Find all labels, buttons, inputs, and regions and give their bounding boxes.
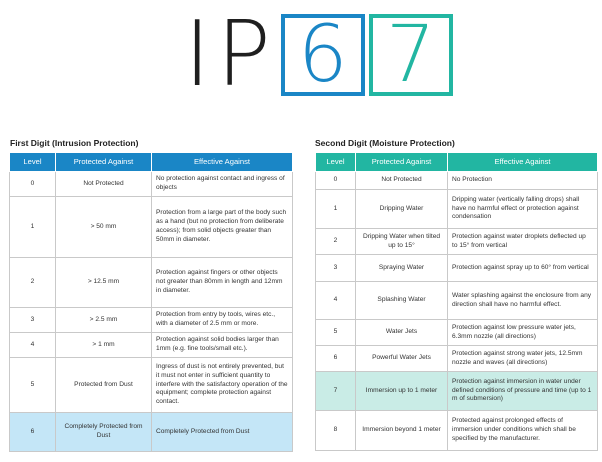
level-cell: 8 — [316, 411, 356, 451]
effective-against-cell: Protection from a large part of the body such as a hand (but no protection from deliberate access); from solid objects greater than 50mm in diameter. — [152, 197, 293, 258]
table-row — [316, 372, 598, 411]
level-cell: 3 — [316, 255, 356, 282]
table-row — [316, 255, 598, 282]
table-row — [10, 358, 293, 413]
table-row — [10, 333, 293, 358]
level-cell: 4 — [10, 333, 56, 358]
protected-against-cell: Immersion up to 1 meter — [356, 372, 448, 411]
header-effective-against: Effective Against — [448, 153, 598, 172]
table-row — [10, 258, 293, 308]
protected-against-cell: Splashing Water — [356, 282, 448, 320]
second-digit-title: Second Digit (Moisture Protection) — [315, 138, 455, 148]
logo-first-digit: 6 — [281, 14, 365, 96]
protected-against-cell: Spraying Water — [356, 255, 448, 282]
protected-against-cell: Dripping Water when tilted up to 15° — [356, 229, 448, 255]
effective-against-cell: Protection against spray up to 60° from vertical — [448, 255, 598, 282]
level-cell: 1 — [10, 197, 56, 258]
first-digit-table — [9, 152, 293, 452]
effective-against-cell: Protection against solid bodies larger than 1mm (e.g. fine tools/small etc.). — [152, 333, 293, 358]
protected-against-cell: > 2.5 mm — [56, 308, 152, 333]
protected-against-cell: Dripping Water — [356, 190, 448, 229]
effective-against-cell: Protection from entry by tools, wires etc., with a diameter of 2.5 mm or more. — [152, 308, 293, 333]
effective-against-cell: Protection against immersion in water under defined conditions of pressure and time (up to 1 m of submersion) — [448, 372, 598, 411]
effective-against-cell: Protection against fingers or other objects not greater than 80mm in length and 12mm in diameter. — [152, 258, 293, 308]
level-cell: 5 — [316, 320, 356, 346]
level-cell: 4 — [316, 282, 356, 320]
table-row — [316, 320, 598, 346]
table-row — [316, 229, 598, 255]
table-header-row — [316, 153, 598, 172]
header-level: Level — [10, 153, 56, 172]
level-cell: 2 — [316, 229, 356, 255]
effective-against-cell: Dripping water (vertically falling drops) shall have no harmful effect or protection against condensation — [448, 190, 598, 229]
level-cell: 3 — [10, 308, 56, 333]
protected-against-cell: Immersion beyond 1 meter — [356, 411, 448, 451]
effective-against-cell: No protection against contact and ingress of objects — [152, 172, 293, 197]
protected-against-cell: Not Protected — [356, 172, 448, 190]
table-row — [316, 172, 598, 190]
protected-against-cell: > 12.5 mm — [56, 258, 152, 308]
table-row — [10, 172, 293, 197]
level-cell: 1 — [316, 190, 356, 229]
effective-against-cell: Ingress of dust is not entirely prevented, but it must not enter in sufficient quantity to interfere with the satisfactory operation of the equipment; complete protection against contact. — [152, 358, 293, 413]
protected-against-cell: > 50 mm — [56, 197, 152, 258]
ip67-logo — [184, 2, 453, 107]
header-protected-against: Protected Against — [356, 153, 448, 172]
table-row — [316, 190, 598, 229]
logo-second-digit: 7 — [369, 14, 453, 96]
table-header-row — [10, 153, 293, 172]
effective-against-cell: Protection against strong water jets, 12.5mm nozzle and waves (all directions) — [448, 346, 598, 372]
protected-against-cell: Water Jets — [356, 320, 448, 346]
protected-against-cell: > 1 mm — [56, 333, 152, 358]
second-digit-table — [315, 152, 598, 451]
level-cell: 6 — [10, 413, 56, 452]
logo-prefix: IP — [184, 2, 277, 107]
protected-against-cell: Protected from Dust — [56, 358, 152, 413]
first-digit-rows — [10, 172, 293, 452]
first-digit-title: First Digit (Intrusion Protection) — [10, 138, 139, 148]
table-row — [316, 282, 598, 320]
table-row — [316, 346, 598, 372]
effective-against-cell: Protected against prolonged effects of immersion under conditions which shall be specified by the manufacturer. — [448, 411, 598, 451]
level-cell: 0 — [10, 172, 56, 197]
header-level: Level — [316, 153, 356, 172]
header-effective-against: Effective Against — [152, 153, 293, 172]
level-cell: 6 — [316, 346, 356, 372]
level-cell: 2 — [10, 258, 56, 308]
effective-against-cell: Protection against low pressure water jets, 6.3mm nozzle (all directions) — [448, 320, 598, 346]
table-row — [10, 413, 293, 452]
table-row — [316, 411, 598, 451]
level-cell: 5 — [10, 358, 56, 413]
table-row — [10, 197, 293, 258]
effective-against-cell: No Protection — [448, 172, 598, 190]
level-cell: 0 — [316, 172, 356, 190]
second-digit-rows — [316, 172, 598, 451]
effective-against-cell: Protection against water droplets deflected up to 15° from vertical — [448, 229, 598, 255]
header-protected-against: Protected Against — [56, 153, 152, 172]
effective-against-cell: Water splashing against the enclosure from any direction shall have no harmful effect. — [448, 282, 598, 320]
effective-against-cell: Completely Protected from Dust — [152, 413, 293, 452]
protected-against-cell: Completely Protected from Dust — [56, 413, 152, 452]
protected-against-cell: Powerful Water Jets — [356, 346, 448, 372]
table-row — [10, 308, 293, 333]
level-cell: 7 — [316, 372, 356, 411]
protected-against-cell: Not Protected — [56, 172, 152, 197]
